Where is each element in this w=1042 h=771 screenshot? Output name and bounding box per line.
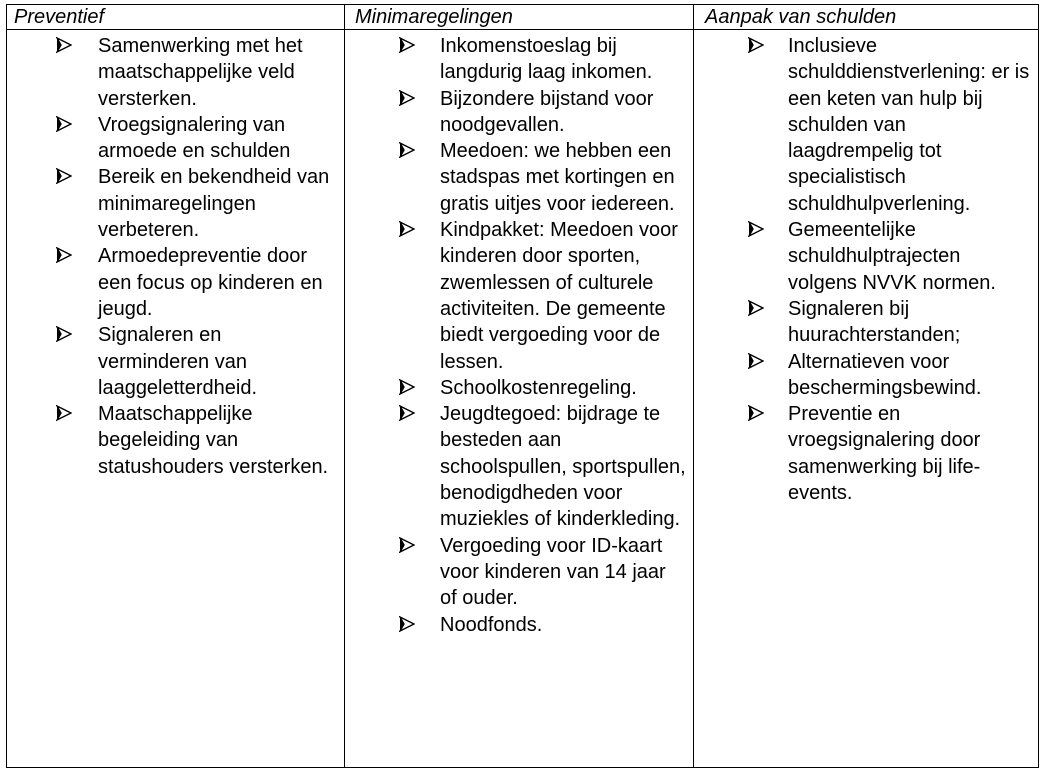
arrowhead-bullet-icon bbox=[56, 326, 72, 342]
list-item-text: Signaleren en verminderen van laaggeletterdheid. bbox=[98, 324, 258, 399]
arrowhead-bullet-icon bbox=[748, 300, 764, 316]
arrowhead-bullet-icon bbox=[56, 37, 72, 53]
arrowhead-bullet-icon bbox=[399, 90, 415, 106]
list-item-text: Alternatieven voor beschermingsbewind. bbox=[788, 350, 982, 399]
arrowhead-bullet-icon bbox=[56, 168, 72, 184]
list-item bbox=[345, 612, 693, 638]
list-item bbox=[345, 217, 693, 375]
list-item-text: Kindpakket: Meedoen voor kinderen door sporten, zwemlessen of culturele activiteiten. De gemeente biedt vergoeding voor de lessen. bbox=[440, 219, 678, 373]
list-item bbox=[694, 217, 1039, 296]
item-list bbox=[7, 30, 344, 480]
list-item bbox=[694, 296, 1039, 349]
list-item-text: Maatschappelijke begeleiding van statushouders versterken. bbox=[98, 403, 329, 478]
column-aanpak-van-schulden bbox=[693, 5, 1039, 767]
list-item-text: Gemeentelijke schuldhulptrajecten volgens NVVK normen. bbox=[788, 219, 996, 294]
list-item bbox=[7, 243, 344, 322]
list-item bbox=[7, 164, 344, 243]
arrowhead-bullet-icon bbox=[748, 405, 764, 421]
arrowhead-bullet-icon bbox=[748, 221, 764, 237]
list-item bbox=[345, 401, 693, 532]
list-item-text: Armoedepreventie door een focus op kinderen en jeugd. bbox=[98, 245, 323, 320]
arrowhead-bullet-icon bbox=[56, 405, 72, 421]
list-item-text: Signaleren bij huurachterstanden; bbox=[788, 297, 961, 347]
arrowhead-bullet-icon bbox=[748, 37, 764, 53]
arrowhead-bullet-icon bbox=[748, 353, 764, 369]
policy-table bbox=[6, 4, 1039, 768]
arrowhead-bullet-icon bbox=[399, 221, 415, 237]
list-item-text: Bijzondere bijstand voor noodgevallen. bbox=[440, 87, 654, 136]
list-item-text: Bereik en bekendheid van minimaregelingen verbeteren. bbox=[98, 166, 330, 242]
item-list bbox=[345, 30, 693, 638]
list-item bbox=[345, 33, 693, 86]
list-item-text: Jeugdtegoed: bijdrage te besteden aan schoolspullen, sportspullen, benodigdheden voor muziekles of kinderkleding. bbox=[440, 403, 686, 531]
list-item bbox=[7, 401, 344, 480]
list-item-text: Schoolkostenregeling. bbox=[440, 376, 637, 399]
list-item bbox=[345, 375, 693, 401]
list-item bbox=[7, 33, 344, 112]
arrowhead-bullet-icon bbox=[399, 616, 415, 632]
list-item-text: Noodfonds. bbox=[440, 613, 543, 636]
list-item bbox=[345, 86, 693, 139]
list-item-text: Meedoen: we hebben een stadspas met kortingen en gratis uitjes voor iedereen. bbox=[440, 140, 675, 215]
arrowhead-bullet-icon bbox=[56, 247, 72, 263]
arrowhead-bullet-icon bbox=[399, 537, 415, 553]
list-item bbox=[345, 533, 693, 612]
arrowhead-bullet-icon bbox=[399, 37, 415, 53]
list-item-text: Vroegsignalering van armoede en schulden bbox=[98, 113, 291, 163]
list-item bbox=[7, 112, 344, 165]
column-header: Minimaregelingen bbox=[345, 5, 693, 30]
column-preventief bbox=[7, 5, 344, 767]
arrowhead-bullet-icon bbox=[56, 116, 72, 132]
arrowhead-bullet-icon bbox=[399, 405, 415, 421]
column-header: Preventief bbox=[7, 5, 344, 30]
list-item bbox=[694, 401, 1039, 506]
arrowhead-bullet-icon bbox=[399, 379, 415, 395]
item-list bbox=[694, 30, 1039, 506]
arrowhead-bullet-icon bbox=[399, 142, 415, 158]
list-item-text: Vergoeding voor ID-kaart voor kinderen van 14 jaar of ouder. bbox=[440, 534, 666, 610]
column-header: Aanpak van schulden bbox=[694, 5, 1039, 30]
list-item-text: Inclusieve schulddienstverlening: er is een keten van hulp bij schulden van laagdrempelig tot specialistisch schuldhulpverlening. bbox=[788, 35, 1030, 215]
list-item-text: Inkomenstoeslag bij langdurig laag inkomen. bbox=[440, 35, 653, 84]
column-minimaregelingen bbox=[344, 5, 693, 767]
list-item bbox=[694, 33, 1039, 217]
list-item-text: Preventie en vroegsignalering door samenwerking bij life-events. bbox=[788, 403, 981, 505]
list-item bbox=[694, 349, 1039, 402]
list-item-text: Samenwerking met het maatschappelijke veld versterken. bbox=[98, 35, 303, 110]
list-item bbox=[345, 138, 693, 217]
list-item bbox=[7, 322, 344, 401]
